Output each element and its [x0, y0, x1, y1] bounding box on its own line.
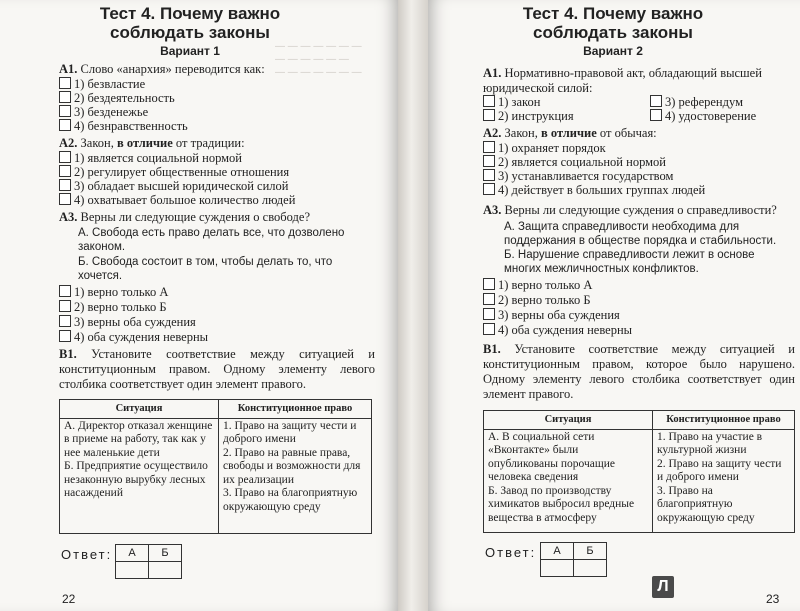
question-text: Слово «анархия» переводится как:	[80, 62, 265, 76]
checkbox[interactable]	[483, 293, 495, 305]
column-header: Ситуация	[60, 400, 219, 419]
option-text: 4) оба суждения неверны	[74, 330, 209, 344]
left-page	[0, 0, 399, 611]
question-label: А3.	[59, 210, 78, 224]
right-item: 1. Право на участие в культурной жизни	[657, 430, 763, 456]
option[interactable]	[483, 109, 574, 123]
option-text: 2) верно только Б	[74, 300, 167, 314]
question-label: А2.	[59, 136, 78, 150]
checkbox[interactable]	[59, 179, 71, 191]
right-item: 2. Право на равные права, свободы и возможности для их реализации	[223, 446, 361, 486]
page-number: 22	[62, 592, 76, 606]
question-text: Закон,	[80, 136, 114, 150]
answer-col-header: А	[116, 545, 149, 562]
checkbox[interactable]	[59, 165, 71, 177]
right-item: 2. Право на защиту чести и доброго имени	[657, 457, 782, 483]
option[interactable]	[483, 183, 705, 197]
option-text: 1) безвластие	[74, 77, 146, 91]
situation-item: Б. Предприятие осуществило незаконную вырубку лесных насаждений	[64, 460, 208, 499]
option-text: 2) инструкция	[498, 109, 574, 123]
checkbox[interactable]	[483, 278, 495, 290]
question-text: Нормативно-правовой акт, обладающий высшей юридической силой:	[483, 66, 762, 95]
checkbox[interactable]	[483, 169, 495, 181]
option[interactable]	[650, 95, 743, 109]
option[interactable]	[59, 193, 295, 207]
option-text: 4) оба суждения неверны	[498, 323, 633, 337]
option[interactable]	[59, 285, 168, 299]
checkbox[interactable]	[650, 95, 662, 107]
question-text: Закон,	[504, 126, 538, 140]
option-text: 1) закон	[498, 95, 541, 109]
checkbox[interactable]	[483, 95, 495, 107]
option[interactable]	[483, 169, 673, 183]
option[interactable]	[483, 155, 666, 169]
checkbox[interactable]	[59, 91, 71, 103]
column-header: Конституционное право	[219, 400, 372, 419]
question-label: В1.	[483, 342, 501, 356]
situation-item: А. Директор отказал женщине в приеме на работу, так как у нее маленькие дети	[64, 419, 213, 459]
checkbox[interactable]	[59, 151, 71, 163]
answer-col-header: А	[541, 543, 574, 560]
question-a1	[59, 62, 369, 77]
question-text: от обычая:	[599, 126, 657, 140]
option[interactable]	[483, 141, 606, 155]
answer-label: Ответ:	[485, 545, 537, 560]
checkbox[interactable]	[483, 323, 495, 335]
checkbox[interactable]	[59, 285, 71, 297]
question-emphasis: в отличие	[540, 126, 597, 140]
variant-label: Вариант 2	[583, 44, 643, 58]
checkbox[interactable]	[59, 77, 71, 89]
option-text: 3) референдум	[665, 95, 743, 109]
right-item: 3. Право на благоприятную окружающую среду	[223, 487, 358, 513]
checkbox[interactable]	[483, 155, 495, 167]
statement-a: А. Свобода есть право делать все, что дозволено законом.	[78, 227, 345, 253]
question-label: А1.	[59, 62, 78, 76]
option-text: 4) действует в больших группах людей	[498, 183, 706, 197]
checkbox[interactable]	[483, 141, 495, 153]
option-text: 3) безденежье	[74, 105, 149, 119]
statement-b: Б. Свобода состоит в том, чтобы делать то, что хочется.	[78, 256, 333, 282]
option[interactable]	[650, 109, 756, 123]
situation-item: Б. Завод по производству химикатов выбросил вредные вещества в атмосферу	[488, 484, 635, 524]
question-a1	[483, 66, 789, 96]
question-a3	[59, 210, 369, 225]
checkbox[interactable]	[59, 119, 71, 131]
option[interactable]	[59, 77, 145, 91]
option[interactable]	[59, 151, 242, 165]
answer-col-header: Б	[149, 545, 182, 562]
right-page	[428, 0, 800, 611]
question-text: Установите соответствие между ситуацией и конституционным правом, которое было нарушено. Одному элементу левого столбика соответствует один элемент правого.	[483, 342, 795, 401]
checkbox[interactable]	[59, 315, 71, 327]
rights-cell	[653, 429, 795, 532]
option[interactable]	[59, 330, 208, 344]
checkbox[interactable]	[59, 300, 71, 312]
option-text: 3) устанавливается государством	[498, 169, 674, 183]
option[interactable]	[59, 300, 167, 314]
option-text: 1) верно только А	[74, 285, 169, 299]
option[interactable]	[59, 105, 148, 119]
answer-cell[interactable]	[541, 560, 574, 577]
option[interactable]	[483, 293, 591, 307]
bleed-through-text: — — — — — — — — — — — — — — — — — — — —	[275, 41, 362, 78]
option[interactable]	[59, 179, 288, 193]
question-text: Установите соответствие между ситуацией и конституционным правом. Одному элементу левого столбика соответствует один элемент правого.	[59, 347, 375, 391]
option[interactable]	[59, 91, 175, 105]
checkbox[interactable]	[483, 109, 495, 121]
matching-table	[483, 410, 795, 533]
question-text: от традиции:	[175, 136, 245, 150]
option-text: 1) является социальной нормой	[74, 151, 242, 165]
option[interactable]	[483, 95, 540, 109]
statement-b: Б. Нарушение справедливости лежит в основе многих межличностных конфликтов.	[504, 249, 755, 275]
option-text: 3) верны оба суждения	[74, 315, 196, 329]
question-b1	[483, 342, 795, 402]
answer-cell[interactable]	[149, 562, 182, 579]
situation-item: А. В социальной сети «Вконтакте» были опубликованы порочащие человека сведения	[488, 430, 615, 483]
question-text: Верны ли следующие суждения о справедливости?	[504, 203, 777, 217]
page-title: Тест 4. Почему важно соблюдать законы	[522, 4, 704, 42]
option[interactable]	[59, 165, 289, 179]
question-text: Верны ли следующие суждения о свободе?	[80, 210, 310, 224]
answer-grid	[540, 542, 607, 577]
option-text: 2) верно только Б	[498, 293, 591, 307]
checkbox[interactable]	[483, 183, 495, 195]
option-text: 4) безнравственность	[74, 119, 188, 133]
question-label: А2.	[483, 126, 502, 140]
option-text: 4) удостоверение	[665, 109, 757, 123]
rights-cell	[219, 418, 372, 533]
question-label: А3.	[483, 203, 502, 217]
option-text: 1) верно только А	[498, 278, 593, 292]
option[interactable]	[483, 308, 620, 322]
column-header: Конституционное право	[653, 411, 795, 430]
answer-cell[interactable]	[116, 562, 149, 579]
option[interactable]	[483, 278, 592, 292]
option-text: 3) верны оба суждения	[498, 308, 620, 322]
option[interactable]	[59, 119, 188, 133]
right-item: 3. Право на благоприятную окружающую среду	[657, 484, 755, 524]
question-label: В1.	[59, 347, 77, 361]
question-a3	[483, 203, 789, 218]
question-a2	[59, 136, 369, 151]
option[interactable]	[59, 315, 196, 329]
situations-cell	[484, 429, 653, 532]
question-label: А1.	[483, 66, 502, 80]
answer-label: Ответ:	[61, 547, 113, 562]
answer-grid	[115, 544, 182, 579]
matching-table	[59, 399, 372, 534]
column-header: Ситуация	[484, 411, 653, 430]
checkbox[interactable]	[650, 109, 662, 121]
situations-cell	[60, 418, 219, 533]
option[interactable]	[483, 323, 632, 337]
answer-col-header: Б	[574, 543, 607, 560]
option-text: 1) охраняет порядок	[498, 141, 606, 155]
checkbox[interactable]	[483, 308, 495, 320]
question-b1	[59, 347, 375, 392]
option-text: 2) регулирует общественные отношения	[74, 165, 290, 179]
right-item: 1. Право на защиту чести и доброго имени	[223, 419, 357, 445]
variant-label: Вариант 1	[160, 44, 220, 58]
answer-cell[interactable]	[574, 560, 607, 577]
option-text: 2) бездеятельность	[74, 91, 175, 105]
watermark-logo: Л	[652, 576, 674, 598]
statement-a: А. Защита справедливости необходима для поддержания в обществе порядка и стабильности.	[504, 221, 777, 247]
checkbox[interactable]	[59, 105, 71, 117]
question-emphasis: в отличие	[116, 136, 173, 150]
option-text: 3) обладает высшей юридической силой	[74, 179, 289, 193]
option-text: 4) охватывает большое количество людей	[74, 193, 296, 207]
book-gutter	[398, 0, 428, 611]
page-title: Тест 4. Почему важно соблюдать законы	[99, 4, 281, 42]
option-text: 2) является социальной нормой	[498, 155, 666, 169]
question-a2	[483, 126, 789, 141]
checkbox[interactable]	[59, 193, 71, 205]
checkbox[interactable]	[59, 330, 71, 342]
page-number: 23	[766, 592, 780, 606]
